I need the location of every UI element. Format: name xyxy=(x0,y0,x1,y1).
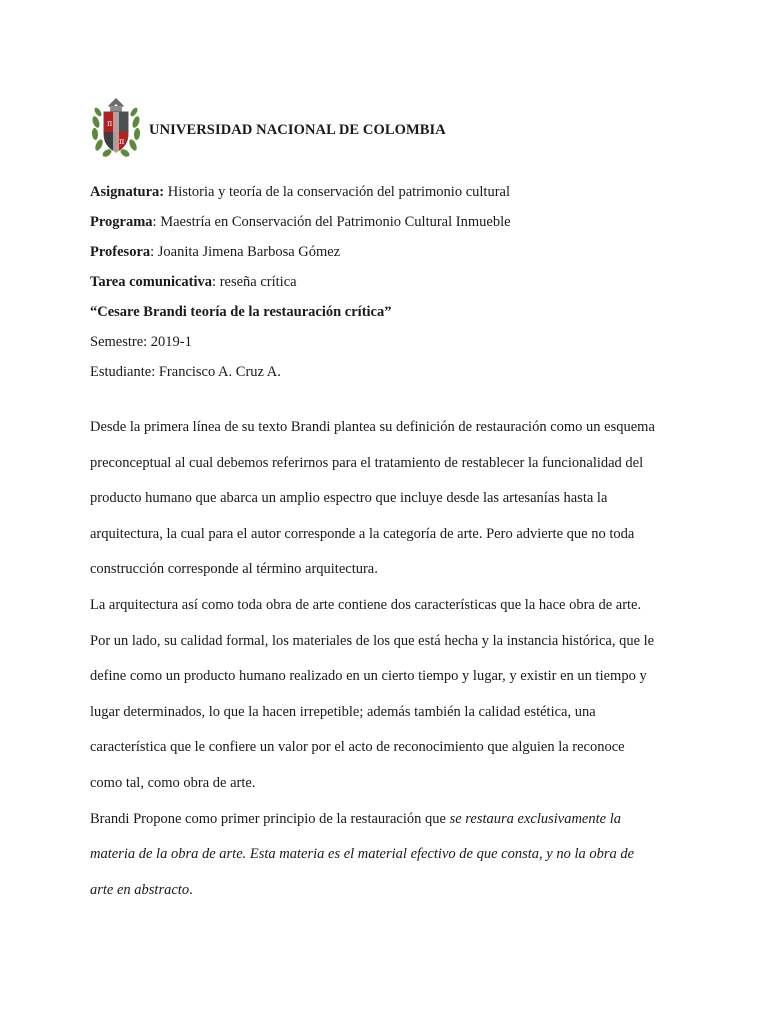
essay-title: “Cesare Brandi teoría de la restauración crítica” xyxy=(90,304,392,320)
semestre-line: Semestre: 2019-1 xyxy=(90,334,192,350)
svg-text:π: π xyxy=(107,119,113,128)
paragraph-line: Por un lado, su calidad formal, los materiales de los que está hecha y la instancia histórica, que le xyxy=(90,632,655,649)
paragraph-3-quote-start: se restaura exclusivamente la xyxy=(449,810,621,827)
paragraph-3-period: . xyxy=(189,881,193,898)
profesora-label: Profesora xyxy=(90,244,151,260)
programa-value: : Maestría en Conservación del Patrimonio Cultural Inmueble xyxy=(152,214,511,230)
profesora-value: : Joanita Jimena Barbosa Gómez xyxy=(150,244,341,260)
paragraph-line: arquitectura, la cual para el autor corresponde a la categoría de arte. Pero advierte que no toda xyxy=(90,525,635,542)
svg-text:π: π xyxy=(119,137,125,146)
tarea-line xyxy=(90,267,690,297)
paragraph-3-quote-end: arte en abstracto xyxy=(90,881,190,898)
tarea-value: : reseña crítica xyxy=(212,274,297,290)
paragraph-line: preconceptual al cual debemos referirnos para el tratamiento de restablecer la funcionalidad del xyxy=(90,454,644,471)
estudiante-line: Estudiante: Francisco A. Cruz A. xyxy=(90,364,281,380)
essay-title-line xyxy=(90,297,690,327)
paragraph-2 xyxy=(90,588,690,802)
paragraph-1 xyxy=(90,410,690,588)
profesora-line xyxy=(90,237,690,267)
document-header xyxy=(90,92,446,160)
paragraph-3-quote-middle: materia de la obra de arte. Esta materia es el material efectivo de que consta, y no la obra de xyxy=(90,846,635,863)
paragraph-line xyxy=(90,811,621,827)
university-name: UNIVERSIDAD NACIONAL DE COLOMBIA xyxy=(149,121,446,138)
asignatura-line xyxy=(90,177,690,207)
paragraph-line: La arquitectura así como toda obra de arte contiene dos características que la hace obra de arte. xyxy=(90,596,642,613)
paragraph-line xyxy=(90,882,193,898)
asignatura-label: Asignatura: xyxy=(90,184,165,200)
paragraph-line: construcción corresponde al término arquitectura. xyxy=(90,561,378,578)
university-crest-icon xyxy=(90,92,142,160)
document-metadata xyxy=(90,177,690,387)
paragraph-line xyxy=(90,846,634,862)
asignatura-value: Historia y teoría de la conservación del patrimonio cultural xyxy=(164,184,510,200)
programa-label: Programa xyxy=(90,214,153,230)
paragraph-line: define como un producto humano realizado en un cierto tiempo y lugar, y existir en un tiempo y xyxy=(90,668,647,685)
paragraph-line: como tal, como obra de arte. xyxy=(90,774,256,791)
document-body xyxy=(90,410,690,908)
paragraph-3 xyxy=(90,802,690,909)
programa-line xyxy=(90,207,690,237)
paragraph-line: producto humano que abarca un amplio espectro que incluye desde las artesanías hasta la xyxy=(90,490,608,507)
paragraph-line: característica que le confiere un valor por el acto de reconocimiento que alguien la reconoce xyxy=(90,739,625,756)
paragraph-line: lugar determinados, lo que la hacen irrepetible; además también la calidad estética, una xyxy=(90,703,596,720)
tarea-label: Tarea comunicativa xyxy=(90,274,213,290)
paragraph-3-plain-start: Brandi Propone como primer principio de la restauración que xyxy=(90,810,450,827)
paragraph-line: Desde la primera línea de su texto Brandi plantea su definición de restauración como un esquema xyxy=(90,419,655,435)
